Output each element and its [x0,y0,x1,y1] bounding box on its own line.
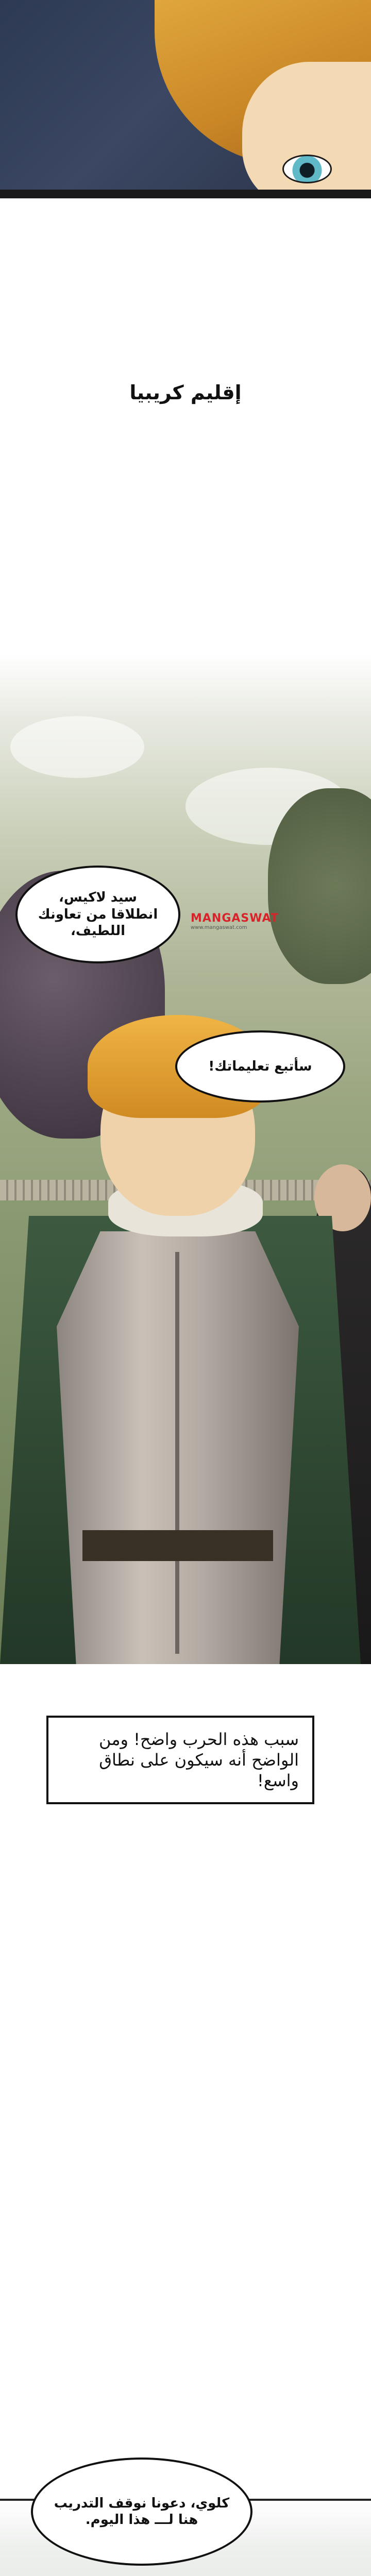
tree [268,788,371,984]
location-caption: إقليم كريبيا [129,381,242,404]
bubble-line: سأتبع تعليماتك! [208,1058,312,1074]
narration-line: على نطاق واسع! [99,1750,299,1790]
watermark [191,912,279,930]
bubble-line: هنا لـــ هذا اليوم. [85,2512,198,2528]
watermark-url: www.mangaswat.com [191,925,247,930]
armor-seam [175,1252,179,1654]
panel-closeup-face [0,0,371,198]
narration-line: سبب هذه الحرب [182,1730,299,1749]
narration-box [46,1716,314,1804]
speech-bubble [31,2458,252,2566]
knight-belt [82,1530,273,1561]
watermark-brand: MANGASWAT [191,912,279,925]
narration-line: أنه سيكون [174,1750,246,1770]
panel-border [0,190,371,198]
speech-bubble [15,866,180,963]
narration-line: واضح! ومن الواضح [98,1730,299,1770]
cloud [10,716,144,778]
bubble-line: انطلاقا من تعاونك [38,906,158,922]
bubble-line: كلوي، دعونا نوقف التدريب [54,2495,230,2511]
panel-knight-outdoors [0,654,371,1664]
character-eye [282,155,332,183]
bubble-line: سيد لاكيس، [59,890,137,906]
bubble-line: اللطيف، [70,923,126,939]
speech-bubble [175,1030,345,1103]
